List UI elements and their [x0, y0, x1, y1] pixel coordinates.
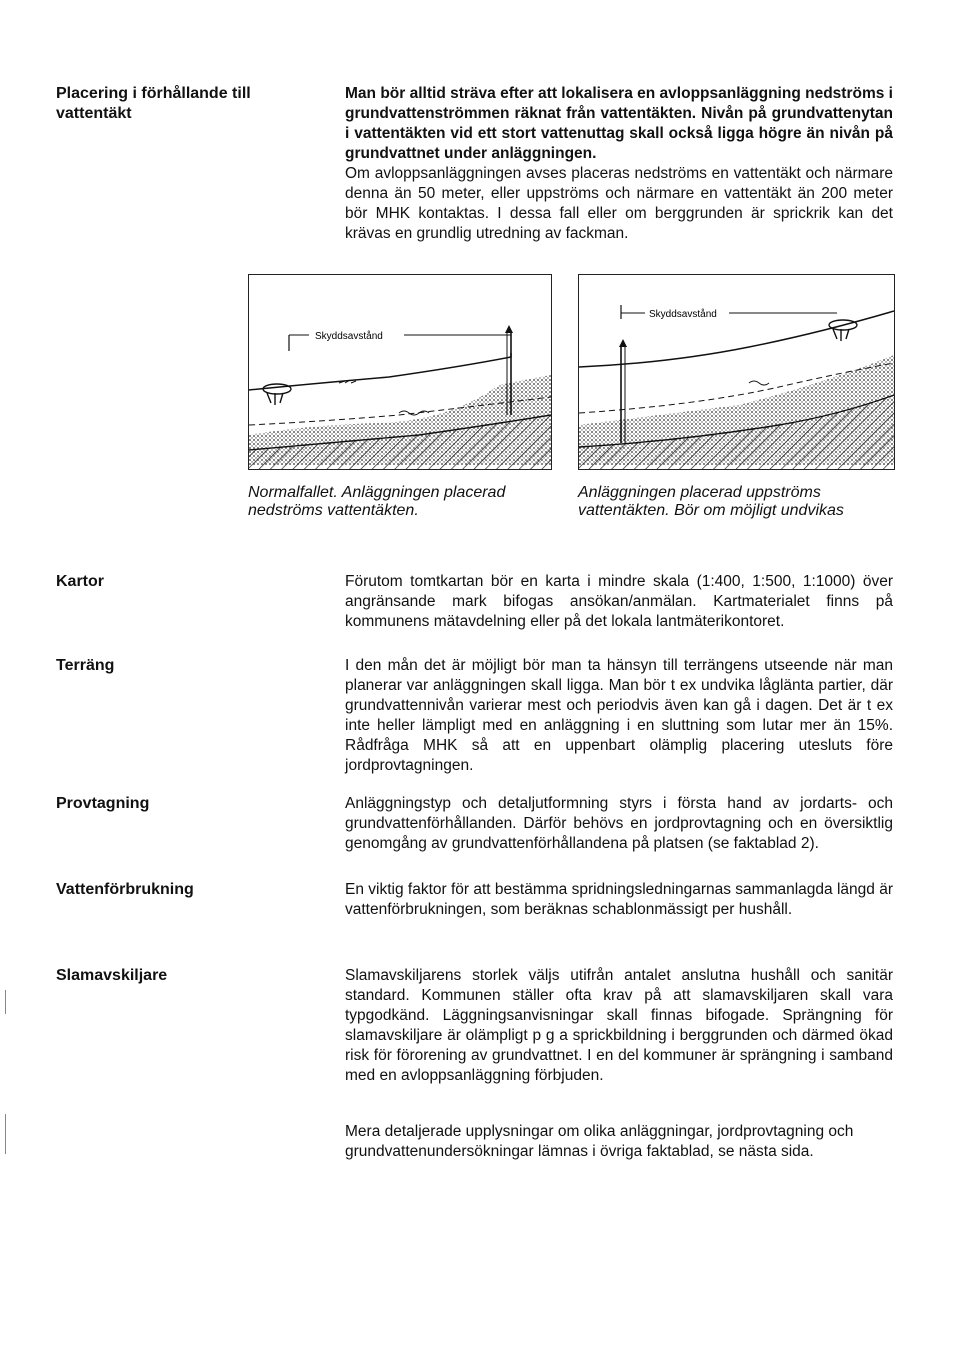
scan-mark [5, 1114, 6, 1154]
figure-left-svg [249, 275, 551, 469]
figure-left-diagram [248, 274, 552, 470]
heading-placering: Placering i förhållande till vattentäkt [56, 85, 251, 122]
vattenforbrukning-text: En viktig faktor för att bestämma spridningsledningarnas sammanlagda längd är vattenförbrukningen, som beräknas schablonmässigt per hushåll. [345, 881, 893, 918]
placering-text: Om avloppsanläggningen avses placeras nedströms en vattentäkt och närmare denna än 50 meter, eller uppströms och närmare en vattentäkt än 200 meter bör MHK kontaktas. I dessa fall eller om berggrunden är sprickrik kan det krävas en grundlig utredning av fackman. [345, 165, 893, 242]
terrang-text: I den mån det är möjligt bör man ta hänsyn till terrängens utseende när man planerar var anläggningen skall ligga. Man bör t ex undvika låglänta partier, där grundvattennivån varierar mest och periodvis även kan gå i dagen. Det är t ex inte heller lämpligt med en anläggning i en sluttning som lutar mer än 15%. Rådfråga MHK så att en uppenbart olämplig placering utesluts före jordprovtagningen. [345, 657, 893, 774]
heading-terrang: Terräng [56, 657, 115, 674]
heading-slamavskiljare: Slamavskiljare [56, 967, 168, 984]
placering-body [345, 84, 893, 244]
placering-bold-text: Man bör alltid sträva efter att lokalisera en avloppsanläggning nedströms i grundvattenströmmen räknat från vattentäkten. Nivån på grundvattenytan i vattentäkten vid ett stort vattenuttag skall också ligga högre än nivån på grundvattnet under anläggningen. [345, 85, 893, 162]
figure-right-diagram [578, 274, 895, 470]
closing-text: Mera detaljerade upplysningar om olika anläggningar, jordprovtagning och grundvattenundersökningar lämnas i övriga faktablad, se nästa sida. [345, 1123, 854, 1160]
figure-left-label: Skyddsavstånd [315, 331, 383, 342]
slamavskiljare-text: Slamavskiljarens storlek väljs utifrån antalet anslutna hushåll och sanitär standard. Kommunen ställer ofta krav på att slamavskiljaren skall vara typgodkänd. Läggningsanvisningar skall finnas bifogade. Sprängning för slamavskiljare är olämpligt p g a sprickbildning i berggrunden och därmed ökad risk för förorening av grundvattnet. I en del kommuner är sprängning i samband med en avloppsanläggning förbjuden. [345, 967, 893, 1084]
figure-right-caption: Anläggningen placerad uppströms vattentäkten. Bör om möjligt undvikas [578, 484, 844, 519]
heading-provtagning: Provtagning [56, 795, 150, 812]
provtagning-text: Anläggningstyp och detaljutformning styrs i första hand av jordarts- och grundvattenförhållanden. Därför behövs en jordprovtagning och en översiktlig genomgång av grundvattenförhållandena på platsen (se faktablad 2). [345, 795, 893, 852]
heading-vattenforbrukning: Vattenförbrukning [56, 881, 194, 898]
scan-mark [5, 990, 6, 1014]
figure-right-label: Skyddsavstånd [649, 309, 717, 320]
figure-left-caption: Normalfallet. Anläggningen placerad nedströms vattentäkten. [248, 484, 506, 519]
figure-right-svg [579, 275, 894, 469]
kartor-text: Förutom tomtkartan bör en karta i mindre skala (1:400, 1:500, 1:1000) över angränsande mark bifogas ansökan/anmälan. Kartmaterialet finns på kommunens mätavdelning eller på det lokala lantmäterikontoret. [345, 573, 893, 630]
heading-kartor: Kartor [56, 573, 105, 590]
